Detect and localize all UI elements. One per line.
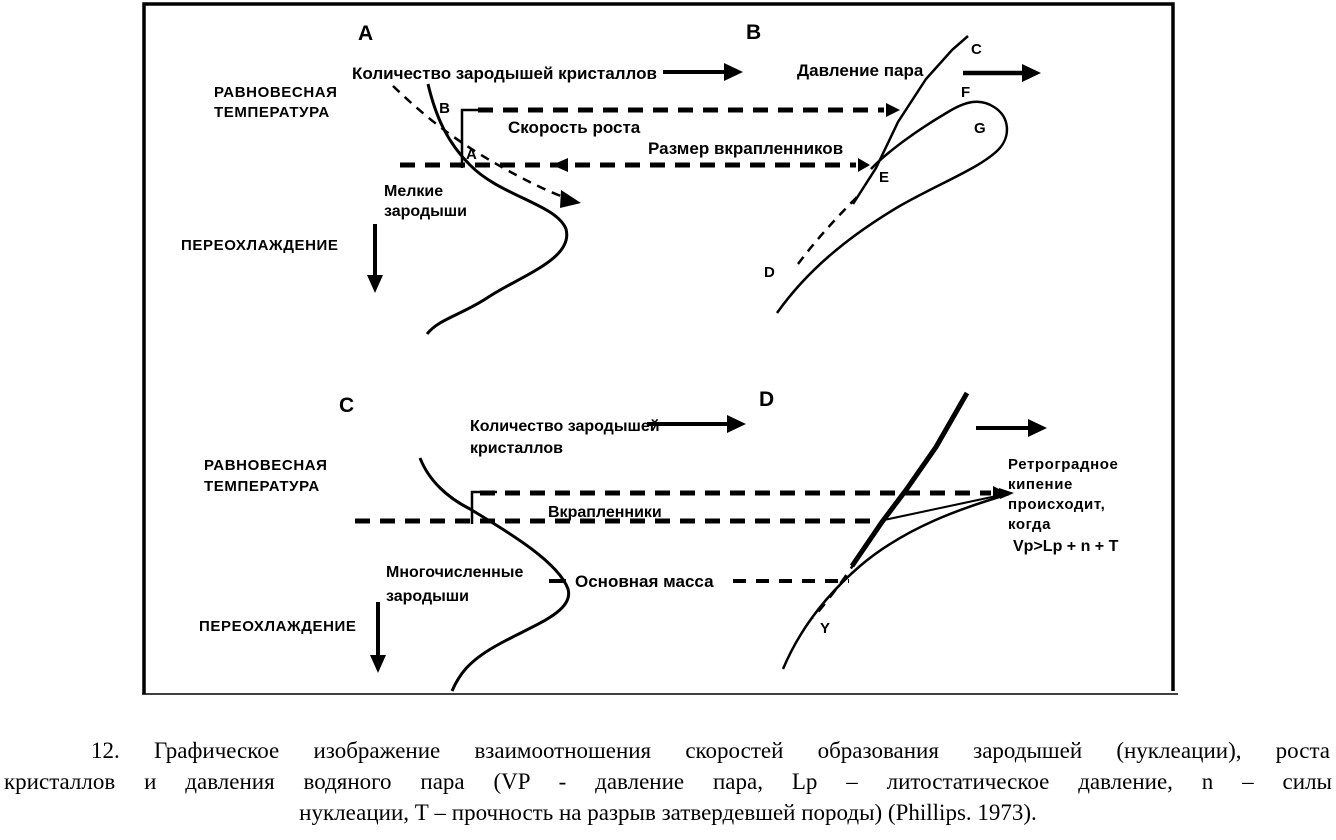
nucleation-axis-arrowhead-a <box>724 63 743 81</box>
vapor-pressure-axis-arrowhead <box>1022 64 1041 82</box>
panel-c-title: C <box>339 394 355 417</box>
nucleation-axis-label-c1: Количество зародышей <box>470 418 660 435</box>
equilibrium-temp-label-2a: ТЕМПЕРАТУРА <box>214 104 330 121</box>
panel-a-title: A <box>358 22 374 45</box>
undercooling-label-a: ПЕРЕОХЛАЖДЕНИЕ <box>181 237 339 254</box>
panel-a <box>181 22 900 334</box>
growth-rate-label: Скорость роста <box>508 118 641 137</box>
point-label-g: G <box>974 120 986 137</box>
figure-caption <box>0 735 1336 828</box>
point-label-d: D <box>764 264 775 281</box>
undercooling-label-c: ПЕРЕОХЛАЖДЕНИЕ <box>199 618 357 635</box>
dashed-line-lower-left-arrowhead <box>552 158 568 172</box>
vapor-pressure-axis-label: Давление пара <box>797 61 924 80</box>
phenocrysts-label: Вкрапленники <box>548 504 662 521</box>
retrograde-note-1: Ретроградное <box>1008 456 1119 473</box>
phenocryst-size-label: Размер вкрапленников <box>648 139 844 158</box>
caption-line-1: 12. Графическое изображение взаимоотношения скоростей образования зародышей (нуклеации), роста <box>91 738 1330 763</box>
point-label-b: B <box>439 100 450 117</box>
vapor-pressure-line-d <box>852 393 967 566</box>
point-label-y: Y <box>820 620 831 637</box>
point-label-a: A <box>466 146 477 163</box>
equilibrium-temp-label-2c: ТЕМПЕРАТУРА <box>204 478 320 495</box>
undercooling-arrowhead-c <box>370 655 386 673</box>
dashed-tail-curve-b <box>798 196 858 264</box>
caption-line-2: кристаллов и давления водяного пара (VP - давление пара, Lp – литостатическое давление, n – силы <box>4 769 1332 794</box>
nucleation-axis-label-a: Количество зародышей кристаллов <box>352 64 657 83</box>
panel-b-title: B <box>746 21 762 44</box>
equilibrium-temp-label-1c: РАВНОВЕСНАЯ <box>204 457 328 474</box>
point-label-e: E <box>879 169 890 186</box>
small-nuclei-label-2: зародыши <box>384 203 467 220</box>
growth-rate-arrowhead-a <box>560 190 581 208</box>
undercooling-arrowhead-a <box>367 275 383 293</box>
dashed-line-lower-right-arrowhead <box>858 158 870 172</box>
point-label-f: F <box>961 84 971 101</box>
pressure-axis-arrowhead-d <box>1028 419 1047 437</box>
growth-rate-curve-a <box>393 86 566 198</box>
many-nuclei-label-2: зародыши <box>386 588 469 605</box>
panel-d-title: D <box>759 388 775 411</box>
retrograde-note-3: происходит, <box>1008 496 1106 513</box>
nucleation-axis-label-c2: кристаллов <box>470 440 563 457</box>
equilibrium-temp-label-1a: РАВНОВЕСНАЯ <box>214 84 338 101</box>
caption-line-3: нуклеации, Т – прочность на разрыв затвердевшей породы) (Phillips. 1973). <box>299 800 1037 825</box>
retrograde-note-2: кипение <box>1008 476 1073 493</box>
nucleation-axis-arrowhead-c <box>727 415 746 433</box>
panel-b <box>746 21 1041 313</box>
dashed-line-upper-arrowhead <box>886 103 900 117</box>
many-nuclei-label-1: Многочисленные <box>386 564 524 581</box>
point-label-c: C <box>971 41 982 58</box>
small-nuclei-label-1: Мелкие <box>384 183 444 200</box>
panel-d <box>759 388 1119 669</box>
retrograde-note-4: когда <box>1008 516 1052 533</box>
groundmass-label: Основная масса <box>575 572 714 591</box>
retrograde-formula: Vp>Lp + n + T <box>1013 538 1119 555</box>
panel-c <box>199 394 1007 691</box>
